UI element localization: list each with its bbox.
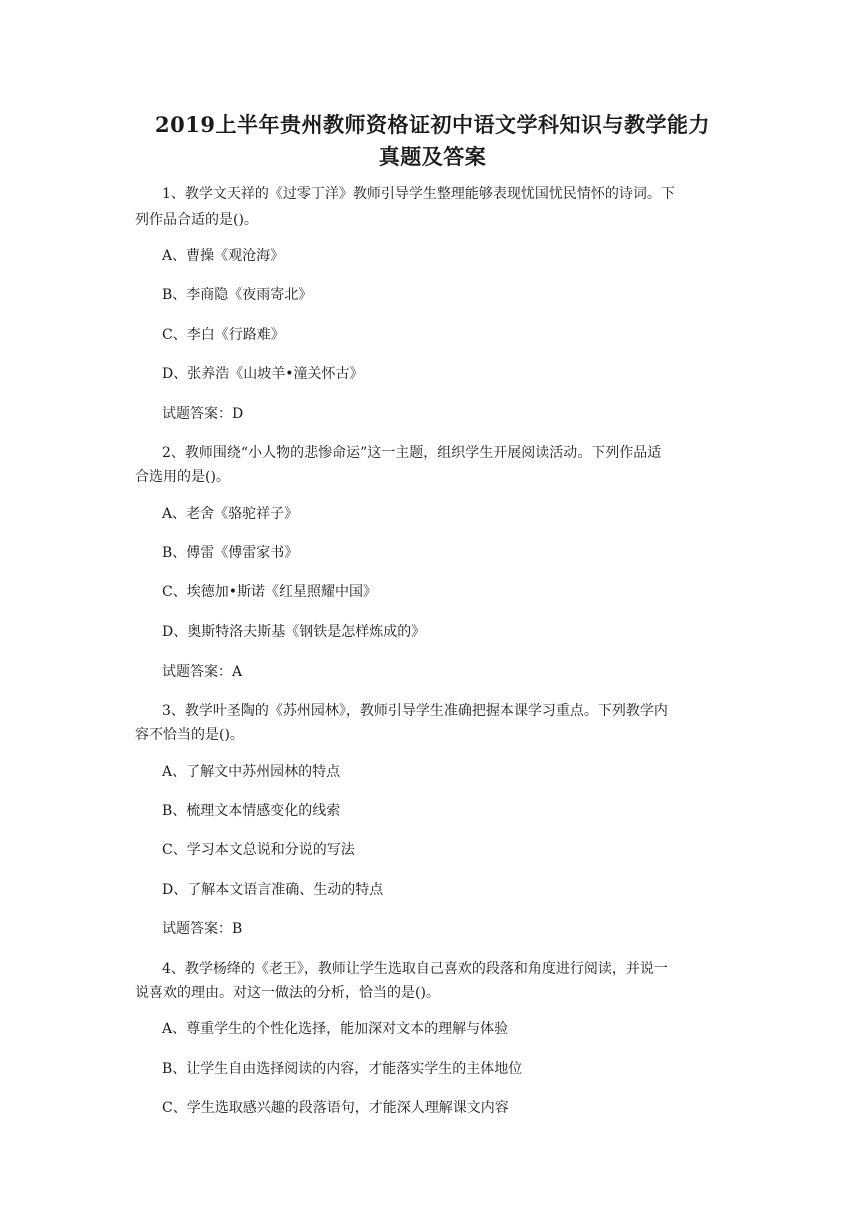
- q2-option-d: D、奥斯特洛夫斯基《钢铁是怎样炼成的》: [162, 624, 426, 640]
- q2-option-b: B、傅雷《傅雷家书》: [162, 545, 299, 561]
- document-title-line1: 2019上半年贵州教师资格证初中语文学科知识与教学能力: [155, 112, 710, 137]
- q3-stem-line1: 3、教学叶圣陶的《苏州园林》，教师引导学生准确把握本课学习重点。下列教学内: [162, 703, 668, 719]
- q1-answer: 试题答案：D: [162, 406, 244, 422]
- q3-stem-line2: 容不恰当的是()。: [135, 727, 244, 743]
- q1-stem-line2: 列作品合适的是()。: [135, 212, 258, 228]
- q2-stem-line2: 合选用的是()。: [135, 469, 230, 485]
- q2-option-a: A、老舍《骆驼祥子》: [162, 506, 299, 522]
- q4-stem-line1: 4、教学杨绛的《老王》，教师让学生选取自己喜欢的段落和角度进行阅读，并说一: [162, 961, 668, 977]
- q1-option-d: D、张养浩《山坡羊•潼关怀古》: [162, 366, 364, 382]
- q1-option-c: C、李白《行路难》: [162, 327, 285, 343]
- q4-option-b: B、让学生自由选择阅读的内容，才能落实学生的主体地位: [162, 1061, 523, 1077]
- q1-option-b: B、李商隐《夜雨寄北》: [162, 287, 313, 303]
- q4-option-c: C、学生选取感兴趣的段落语句，才能深人理解课文内容: [162, 1100, 509, 1116]
- q2-stem-line1: 2、教师围绕“小人物的悲惨命运”这一主题，组织学生开展阅读活动。下列作品适: [162, 445, 662, 461]
- q4-option-a: A、尊重学生的个性化选择，能加深对文本的理解与体验: [162, 1021, 509, 1037]
- q2-option-c: C、埃德加•斯诺《红星照耀中国》: [162, 584, 377, 600]
- q2-answer: 试题答案：A: [162, 664, 243, 680]
- q3-option-a: A、了解文中苏州园林的特点: [162, 764, 341, 780]
- q1-option-a: A、曹操《观沧海》: [162, 248, 285, 264]
- q4-stem-line2: 说喜欢的理由。对这一做法的分析，恰当的是()。: [135, 985, 440, 1001]
- q3-option-b: B、梳理文本情感变化的线索: [162, 803, 341, 819]
- document-title-line2: 真题及答案: [378, 144, 487, 169]
- q3-option-c: C、学习本文总说和分说的写法: [162, 842, 355, 858]
- q3-answer: 试题答案：B: [162, 921, 243, 937]
- q3-option-d: D、了解本文语言准确、生动的特点: [162, 882, 384, 898]
- q1-stem-line1: 1、教学文天祥的《过零丁洋》教师引导学生整理能够表现忧国忧民情怀的诗词。下: [162, 186, 675, 202]
